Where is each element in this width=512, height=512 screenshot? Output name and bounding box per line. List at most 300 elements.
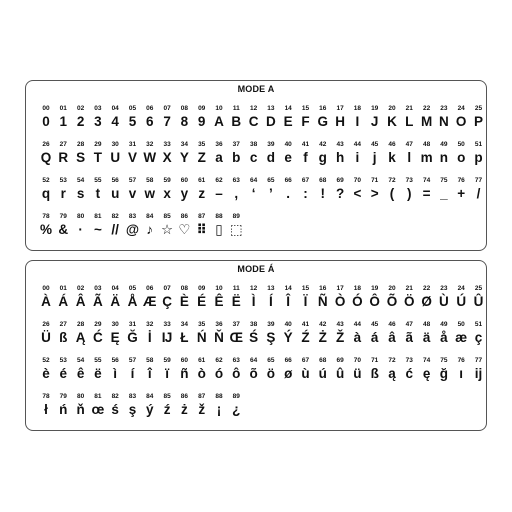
char-glyph: Ë	[231, 294, 241, 309]
char-glyph: é	[59, 366, 68, 381]
char-code: 78	[42, 213, 50, 220]
char-glyph: Ş	[266, 330, 276, 345]
char-code: 35	[198, 141, 206, 148]
char-glyph: z	[198, 186, 206, 201]
char-code: 50	[457, 321, 465, 328]
char-glyph: Ą	[75, 330, 86, 345]
char-code: 54	[76, 357, 85, 364]
char-code: 12	[249, 285, 258, 292]
char-glyph: Ĳ	[161, 330, 173, 345]
char-code: 25	[474, 105, 483, 112]
char-code: 11	[232, 285, 240, 292]
char-code: 20	[388, 285, 396, 292]
char-glyph: Ń	[196, 330, 207, 345]
char-code: 31	[128, 321, 137, 328]
char-code: 58	[146, 357, 154, 364]
char-code: 46	[388, 141, 396, 148]
char-code: 51	[474, 141, 483, 148]
char-code: 61	[198, 357, 206, 364]
char-code: 53	[59, 177, 67, 184]
mode-b-title: MODE Á	[237, 264, 275, 274]
char-glyph: ń	[59, 402, 68, 417]
char-code: 37	[232, 141, 240, 148]
char-code: 07	[163, 105, 171, 112]
char-glyph: İ	[147, 330, 152, 345]
char-code: 62	[215, 177, 223, 184]
char-glyph: p	[474, 150, 483, 165]
char-glyph: n	[439, 150, 449, 165]
char-code: 81	[94, 213, 102, 220]
char-glyph: ä	[422, 330, 431, 345]
char-code: 47	[405, 141, 413, 148]
char-glyph: l	[407, 150, 412, 165]
char-glyph: Ï	[303, 294, 308, 309]
char-glyph: N	[439, 114, 449, 129]
char-glyph: Ź	[301, 330, 310, 345]
char-code: 09	[198, 285, 206, 292]
char-code: 78	[42, 393, 50, 400]
char-glyph: y	[180, 186, 189, 201]
char-glyph: Æ	[143, 294, 157, 309]
char-glyph: >	[370, 186, 379, 201]
char-code: 05	[128, 105, 137, 112]
char-code: 63	[232, 357, 240, 364]
char-code: 45	[371, 321, 379, 328]
char-code: 79	[59, 213, 67, 220]
char-code: 20	[388, 105, 396, 112]
char-code: 79	[59, 393, 67, 400]
char-code: 14	[284, 105, 292, 112]
char-code: 43	[336, 141, 344, 148]
char-glyph: O	[455, 114, 467, 129]
char-code: 60	[180, 357, 188, 364]
char-code: 87	[198, 213, 206, 220]
char-glyph: (	[389, 186, 395, 201]
char-code: 00	[42, 105, 50, 112]
char-code: 36	[215, 321, 223, 328]
char-code: 29	[94, 141, 102, 148]
char-code: 73	[405, 357, 413, 364]
char-glyph: ô	[232, 366, 241, 381]
char-code: 72	[388, 177, 396, 184]
char-glyph: î	[147, 366, 152, 381]
char-code: 87	[198, 393, 206, 400]
char-code: 09	[198, 105, 206, 112]
char-glyph: B	[231, 114, 242, 129]
char-code: 37	[232, 321, 240, 328]
char-code: 18	[353, 105, 361, 112]
char-code: 02	[76, 285, 85, 292]
char-glyph: u	[111, 186, 120, 201]
char-glyph: ¡	[216, 402, 222, 417]
char-code: 72	[388, 357, 396, 364]
char-code: 75	[440, 357, 448, 364]
char-glyph: à	[353, 330, 362, 345]
char-code: 05	[128, 285, 137, 292]
char-code: 65	[267, 357, 275, 364]
char-code: 02	[76, 105, 85, 112]
char-glyph: //	[111, 222, 119, 237]
char-code: 68	[319, 357, 327, 364]
char-glyph: U	[110, 150, 121, 165]
char-glyph: H	[335, 114, 345, 129]
char-glyph: ı	[459, 366, 464, 381]
char-code: 34	[180, 141, 188, 148]
char-code: 88	[215, 213, 223, 220]
char-code: 14	[284, 285, 292, 292]
char-code: 68	[319, 177, 327, 184]
char-glyph: &	[58, 222, 69, 237]
char-code: 47	[405, 321, 413, 328]
char-glyph: G	[317, 114, 329, 129]
char-glyph: M	[420, 114, 433, 129]
char-glyph: ñ	[180, 366, 189, 381]
char-code: 26	[42, 141, 50, 148]
char-glyph: k	[388, 150, 396, 165]
char-code: 77	[474, 177, 483, 184]
char-glyph: Ö	[404, 294, 415, 309]
char-glyph: Á	[58, 294, 69, 309]
char-code: 08	[180, 105, 188, 112]
char-glyph: 5	[128, 114, 137, 129]
char-glyph: _	[440, 186, 448, 201]
char-code: 15	[301, 105, 310, 112]
char-glyph: ⠿	[196, 222, 207, 237]
char-glyph: ⬚	[229, 222, 243, 237]
char-glyph: Å	[127, 294, 138, 309]
char-code: 58	[146, 177, 154, 184]
char-glyph: ¿	[232, 402, 241, 417]
char-code: 10	[215, 285, 223, 292]
char-code: 60	[180, 177, 188, 184]
char-glyph: Ø	[421, 294, 432, 309]
char-code: 82	[111, 213, 119, 220]
char-code: 59	[163, 177, 171, 184]
char-code: 49	[440, 141, 448, 148]
char-code: 35	[198, 321, 206, 328]
char-glyph: Ć	[93, 330, 103, 345]
char-glyph: æ	[455, 330, 468, 345]
char-glyph: L	[405, 114, 414, 129]
char-code: 66	[284, 177, 292, 184]
char-code: 41	[301, 321, 310, 328]
char-glyph: á	[370, 330, 379, 345]
char-code: 42	[319, 141, 327, 148]
char-glyph: Â	[75, 294, 86, 309]
char-glyph: .	[286, 186, 291, 201]
char-code: 21	[405, 105, 413, 112]
char-code: 16	[319, 285, 327, 292]
char-code: 52	[42, 357, 50, 364]
char-glyph: <	[353, 186, 362, 201]
char-glyph: 4	[111, 114, 119, 129]
char-code: 84	[146, 213, 154, 220]
char-code: 25	[474, 285, 483, 292]
char-code: 71	[371, 357, 379, 364]
char-glyph: Ň	[214, 330, 224, 345]
char-glyph: b	[232, 150, 241, 165]
char-glyph: S	[76, 150, 86, 165]
char-code: 50	[457, 141, 465, 148]
char-code: 29	[94, 321, 102, 328]
char-code: 61	[198, 177, 206, 184]
char-glyph: f	[303, 150, 308, 165]
char-glyph: ğ	[439, 366, 449, 381]
char-glyph: ì	[113, 366, 118, 381]
char-code: 46	[388, 321, 396, 328]
char-glyph: !	[320, 186, 326, 201]
char-code: 89	[232, 393, 240, 400]
char-glyph: Ý	[283, 330, 293, 345]
char-glyph: v	[128, 186, 137, 201]
char-glyph: À	[41, 294, 51, 309]
char-code: 24	[457, 105, 465, 112]
char-glyph: j	[372, 150, 377, 165]
char-code: 80	[76, 393, 85, 400]
char-code: 04	[111, 105, 119, 112]
char-code: 16	[319, 105, 327, 112]
char-code: 13	[267, 285, 275, 292]
char-code: 19	[371, 105, 379, 112]
char-code: 56	[111, 177, 119, 184]
char-glyph: W	[143, 150, 157, 165]
char-glyph: ú	[318, 366, 327, 381]
char-code: 56	[111, 357, 119, 364]
char-glyph: Y	[179, 150, 189, 165]
char-glyph: Í	[269, 294, 273, 309]
char-glyph: Ž	[335, 330, 345, 345]
char-code: 85	[163, 393, 171, 400]
char-glyph: ç	[474, 330, 483, 345]
char-glyph: ♡	[178, 222, 191, 237]
char-glyph: ß	[370, 366, 379, 381]
char-glyph: ·	[78, 222, 83, 237]
char-glyph: Ì	[251, 294, 256, 309]
char-code: 23	[440, 285, 448, 292]
char-glyph: ã	[405, 330, 414, 345]
char-glyph: 8	[180, 114, 189, 129]
char-glyph: 3	[94, 114, 102, 129]
char-code: 40	[284, 321, 292, 328]
char-code: 49	[440, 321, 448, 328]
char-glyph: ž	[198, 402, 206, 417]
char-glyph: ó	[214, 366, 224, 381]
char-code: 55	[94, 177, 102, 184]
char-code: 28	[76, 321, 85, 328]
char-glyph: A	[214, 114, 224, 129]
char-glyph: o	[457, 150, 466, 165]
char-code: 11	[232, 105, 240, 112]
char-code: 51	[474, 321, 483, 328]
char-code: 67	[301, 357, 310, 364]
char-glyph: É	[197, 294, 207, 309]
char-code: 57	[128, 177, 137, 184]
char-code: 40	[284, 141, 292, 148]
char-glyph: E	[283, 114, 293, 129]
char-code: 64	[249, 177, 258, 184]
char-glyph: 2	[76, 114, 85, 129]
char-glyph: F	[301, 114, 310, 129]
char-glyph: 7	[163, 114, 171, 129]
char-glyph: Ç	[162, 294, 172, 309]
char-code: 59	[163, 357, 171, 364]
char-code: 18	[353, 285, 361, 292]
char-glyph: å	[440, 330, 448, 345]
char-glyph: Ó	[352, 294, 363, 309]
char-glyph: Ż	[318, 330, 327, 345]
char-code: 10	[215, 105, 223, 112]
char-glyph: ł	[44, 402, 48, 417]
char-code: 70	[353, 177, 361, 184]
char-glyph: %	[39, 222, 52, 237]
char-glyph: ‘	[251, 186, 256, 201]
char-code: 42	[319, 321, 327, 328]
char-glyph: h	[335, 150, 345, 165]
char-code: 33	[163, 321, 171, 328]
char-glyph: Ê	[214, 294, 224, 309]
char-code: 74	[422, 177, 431, 184]
char-glyph: û	[335, 366, 345, 381]
char-glyph: r	[60, 186, 66, 201]
char-glyph: ź	[163, 402, 171, 417]
char-glyph: )	[407, 186, 412, 201]
char-code: 69	[336, 357, 344, 364]
char-glyph: Q	[40, 150, 52, 165]
char-glyph: 9	[197, 114, 206, 129]
char-glyph: R	[58, 150, 69, 165]
char-code: 08	[180, 285, 188, 292]
char-glyph: Û	[473, 294, 484, 309]
char-code: 06	[146, 285, 154, 292]
char-code: 32	[146, 141, 154, 148]
char-code: 83	[128, 393, 137, 400]
char-code: 55	[94, 357, 102, 364]
char-code: 38	[249, 321, 258, 328]
char-code: 17	[336, 285, 344, 292]
char-code: 54	[76, 177, 85, 184]
char-glyph: 1	[59, 114, 68, 129]
char-code: 24	[457, 285, 465, 292]
char-glyph: V	[127, 150, 137, 165]
char-code: 26	[42, 321, 50, 328]
char-code: 04	[111, 285, 119, 292]
char-code: 39	[267, 141, 275, 148]
char-code: 38	[249, 141, 258, 148]
char-glyph: ï	[165, 366, 169, 381]
char-glyph: Ñ	[317, 294, 328, 309]
char-code: 17	[336, 105, 344, 112]
char-glyph: ś	[111, 402, 119, 417]
char-code: 67	[301, 177, 310, 184]
char-glyph: Ä	[110, 294, 121, 309]
char-code: 21	[405, 285, 413, 292]
char-code: 48	[422, 141, 431, 148]
char-glyph: C	[248, 114, 259, 129]
char-code: 31	[128, 141, 137, 148]
char-code: 01	[59, 285, 67, 292]
char-glyph: ♪	[146, 222, 154, 237]
char-glyph: q	[41, 186, 51, 201]
char-code: 00	[42, 285, 50, 292]
char-code: 85	[163, 213, 171, 220]
char-glyph: Ğ	[127, 330, 138, 345]
char-code: 45	[371, 141, 379, 148]
char-code: 03	[94, 105, 102, 112]
char-glyph: J	[370, 114, 379, 129]
char-glyph: Õ	[386, 294, 398, 309]
char-glyph: ü	[353, 366, 362, 381]
char-glyph: ~	[93, 222, 102, 237]
char-glyph: 6	[146, 114, 154, 129]
char-code: 22	[422, 285, 431, 292]
char-code: 86	[180, 213, 188, 220]
char-code: 30	[111, 141, 119, 148]
mode-b-panel	[25, 260, 487, 431]
char-code: 30	[111, 321, 119, 328]
char-glyph: Ü	[41, 330, 51, 345]
char-glyph: ,	[234, 186, 239, 201]
char-glyph: í	[130, 366, 135, 381]
char-code: 23	[440, 105, 448, 112]
char-glyph: ë	[94, 366, 102, 381]
char-glyph: g	[318, 150, 327, 165]
char-glyph: Z	[197, 150, 206, 165]
char-glyph: õ	[249, 366, 258, 381]
char-glyph: ò	[197, 366, 206, 381]
char-glyph: +	[457, 186, 466, 201]
char-glyph: ż	[181, 402, 188, 417]
char-code: 43	[336, 321, 344, 328]
char-glyph: ?	[335, 186, 345, 201]
char-glyph: Œ	[229, 330, 244, 345]
char-code: 62	[215, 357, 223, 364]
char-code: 73	[405, 177, 413, 184]
char-glyph: Ł	[180, 330, 189, 345]
char-glyph: Ã	[93, 294, 103, 309]
char-code: 89	[232, 213, 240, 220]
char-glyph: ĳ	[474, 366, 483, 381]
char-code: 74	[422, 357, 431, 364]
char-code: 75	[440, 177, 448, 184]
char-glyph: â	[388, 330, 396, 345]
char-code: 77	[474, 357, 483, 364]
char-code: 71	[371, 177, 379, 184]
char-glyph: K	[387, 114, 397, 129]
char-code: 63	[232, 177, 240, 184]
char-glyph: œ	[91, 402, 105, 417]
char-glyph: ý	[146, 402, 154, 417]
char-code: 83	[128, 213, 137, 220]
char-glyph: P	[473, 114, 483, 129]
char-glyph: ☆	[161, 222, 174, 237]
char-glyph: I	[355, 114, 360, 129]
char-glyph: Ô	[369, 294, 380, 309]
char-code: 88	[215, 393, 223, 400]
char-glyph: w	[144, 186, 156, 201]
mode-a-panel	[25, 80, 487, 251]
char-glyph: ň	[76, 402, 85, 417]
char-glyph: d	[266, 150, 276, 165]
char-glyph: X	[162, 150, 172, 165]
char-code: 70	[353, 357, 361, 364]
char-glyph: :	[303, 186, 308, 201]
mode-a-title: MODE A	[237, 84, 275, 94]
char-code: 80	[76, 213, 85, 220]
char-glyph: i	[355, 150, 360, 165]
char-code: 39	[267, 321, 275, 328]
char-code: 82	[111, 393, 119, 400]
char-code: 44	[353, 321, 361, 328]
